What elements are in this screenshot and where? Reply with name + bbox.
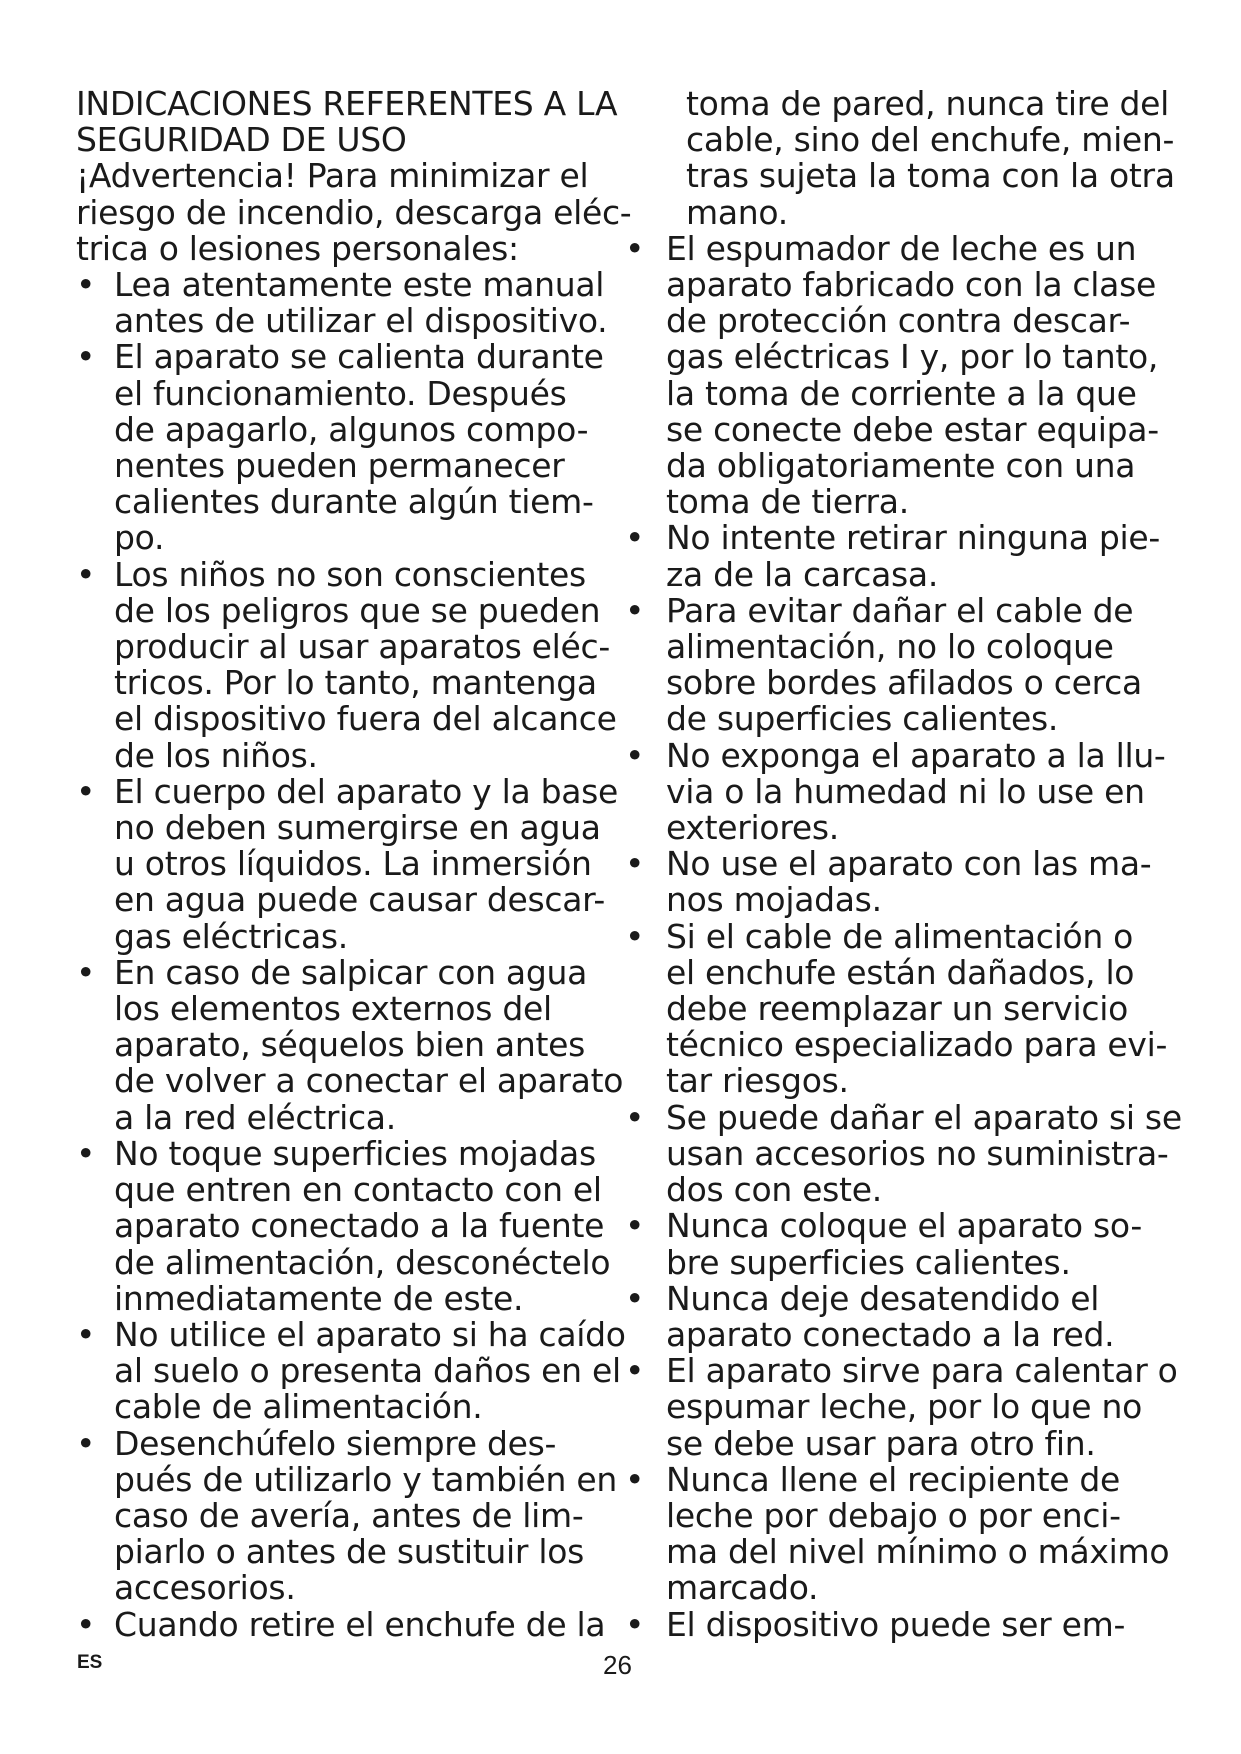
text-line: toma de pared, nunca tire del [686,84,1170,123]
right-column [625,86,1185,1643]
text-line: No use el aparato con las ma- [666,844,1152,884]
text-line: po. [114,518,165,558]
bullet-icon: • [625,1459,645,1499]
list-item-text [666,518,1185,594]
text-line: leche por debajo o por enci- [666,1495,1121,1535]
bullet-icon: • [76,1423,96,1463]
safety-list [625,228,1185,1644]
safety-list [76,267,636,1643]
text-line: de volver a conectar el aparato [114,1061,624,1101]
text-line: No utilice el aparato si ha caído [114,1314,626,1354]
text-line: Lea atentamente este manual [114,265,605,305]
list-item [76,1133,636,1318]
text-line: Para evitar dañar el cable de [666,590,1134,630]
text-line: técnico especializado para evi- [666,1025,1168,1065]
list-item-text [666,735,1185,848]
text-line: se debe usar para otro fin. [666,1423,1096,1463]
text-line: aparato conectado a la red. [666,1314,1115,1354]
bullet-icon: • [625,1604,645,1644]
text-line: de apagarlo, algunos compo- [114,409,589,449]
left-column [76,86,636,1643]
text-line: trica o lesiones personales: [76,228,519,268]
text-line: da obligatoriamente con una [666,446,1136,486]
text-line: el funcionamiento. Después [114,373,567,413]
text-line: piarlo o antes de sustituir los [114,1532,584,1572]
text-line: No toque superficies mojadas [114,1133,596,1173]
heading-line: INDICACIONES REFERENTES A LA [76,84,618,123]
heading-line: SEGURIDAD DE USO [76,120,407,160]
list-item-text [114,554,636,775]
list-item-text [666,1459,1185,1608]
text-line: de los peligros que se pueden [114,590,601,630]
text-line: gas eléctricas I y, por lo tanto, [666,337,1159,377]
list-item-text [666,1097,1185,1210]
list-item-text [114,1314,636,1427]
list-item [76,1423,636,1608]
text-line: nentes pueden permanecer [114,446,565,486]
text-line: Desenchúfelo siempre des- [114,1423,557,1463]
page-number: 26 [603,1650,632,1680]
text-line: u otros líquidos. La inmersión [114,844,592,884]
list-item-text [666,1206,1185,1282]
text-line: ¡Advertencia! Para minimizar el [76,156,589,196]
list-item-text [114,1604,636,1644]
text-line: la toma de corriente a la que [666,373,1137,413]
text-line: debe reemplazar un servicio [666,989,1129,1029]
list-item-text [666,916,1185,1101]
list-item [625,1353,1185,1462]
bullet-icon: • [76,337,96,377]
bullet-icon: • [76,554,96,594]
text-line: bre superficies calientes. [666,1242,1071,1282]
list-item [76,554,636,775]
text-line: No intente retirar ninguna pie- [666,518,1160,558]
list-item [625,520,1185,592]
text-line: za de la carcasa. [666,554,939,594]
text-line: alimentación, no lo coloque [666,627,1114,667]
bullet-icon: • [76,1133,96,1173]
text-line: tras sujeta la toma con la otra [686,156,1175,196]
list-item-text [666,590,1185,739]
list-item-text [114,1423,636,1608]
text-line: El aparato se calienta durante [114,337,604,377]
list-item [625,1278,1185,1354]
list-item [625,735,1185,848]
text-line: cable de alimentación. [114,1387,483,1427]
text-line: Si el cable de alimentación o [666,916,1134,956]
text-line: Nunca deje desatendido el [666,1278,1100,1318]
text-line: se conecte debe estar equipa- [666,409,1159,449]
text-line: exteriores. [666,808,839,848]
list-item-text [114,337,636,558]
list-item-text [666,1604,1185,1644]
list-item [625,1459,1185,1608]
text-line: nos mojadas. [666,880,882,920]
text-line: que entren en contacto con el [114,1170,602,1210]
text-line: ma del nivel mínimo o máximo [666,1532,1170,1572]
section-heading [76,86,636,158]
text-line: toma de tierra. [666,482,909,522]
bullet-icon: • [625,1206,645,1246]
list-item-text [666,844,1185,920]
text-line: El cuerpo del aparato y la base [114,771,619,811]
list-item-text [114,265,636,341]
text-line: Los niños no son conscientes [114,554,586,594]
bullet-icon: • [76,1314,96,1354]
text-line: Nunca coloque el aparato so- [666,1206,1142,1246]
list-item-text [666,228,1185,522]
text-line: aparato, séquelos bien antes [114,1025,585,1065]
list-item-text [114,1133,636,1318]
text-line: marcado. [666,1568,819,1608]
text-line: caso de avería, antes de lim- [114,1495,584,1535]
text-line: de superficies calientes. [666,699,1059,739]
text-line: el dispositivo fuera del alcance [114,699,617,739]
list-item-text [114,952,636,1137]
list-item [76,771,636,956]
text-line: cable, sino del enchufe, mien- [686,120,1175,160]
bullet-icon: • [625,916,645,956]
bullet-icon: • [625,735,645,775]
bullet-icon: • [625,844,645,884]
warning-intro [76,158,636,267]
text-line: El dispositivo puede ser em- [666,1604,1126,1644]
text-line: accesorios. [114,1568,296,1608]
text-line: El aparato sirve para calentar o [666,1351,1178,1391]
list-item [76,267,636,339]
text-line: al suelo o presenta daños en el [114,1351,621,1391]
text-line: pués de utilizarlo y también en [114,1459,617,1499]
text-line: en agua puede causar descar- [114,880,605,920]
text-line: No exponga el aparato a la llu- [666,735,1166,775]
text-line: aparato fabricado con la clase [666,265,1156,305]
text-line: a la red eléctrica. [114,1097,396,1137]
continued-text [625,86,1185,231]
list-item [76,1604,636,1644]
text-line: espumar leche, por lo que no [666,1387,1142,1427]
text-line: tar riesgos. [666,1061,849,1101]
text-line: El espumador de leche es un [666,228,1137,268]
text-line: Nunca llene el recipiente de [666,1459,1121,1499]
text-line: gas eléctricas. [114,916,348,956]
list-item [625,1208,1185,1280]
text-line: via o la humedad ni lo use en [666,771,1145,811]
text-line: de alimentación, desconéctelo [114,1242,611,1282]
bullet-icon: • [625,1097,645,1137]
list-item [625,1604,1185,1644]
text-line: sobre bordes afilados o cerca [666,663,1142,703]
bullet-icon: • [76,952,96,992]
text-line: el enchufe están dañados, lo [666,952,1135,992]
bullet-icon: • [76,265,96,305]
list-item [625,846,1185,918]
language-code: ES [77,1652,103,1673]
list-item-text [666,1351,1185,1463]
text-line: calientes durante algún tiem- [114,482,594,522]
list-item-text [114,771,636,956]
text-line: Cuando retire el enchufe de la [114,1604,606,1644]
bullet-icon: • [76,771,96,811]
bullet-icon: • [76,1604,96,1644]
text-line: de protección contra descar- [666,301,1131,341]
text-line: usan accesorios no suministra- [666,1133,1169,1173]
text-line: los elementos externos del [114,989,552,1029]
text-line: producir al usar aparatos eléc- [114,627,610,667]
bullet-icon: • [625,228,645,268]
list-item [76,952,636,1137]
text-line: dos con este. [666,1170,882,1210]
text-line: Se puede dañar el aparato si se [666,1097,1182,1137]
text-line: de los niños. [114,735,318,775]
text-line: inmediatamente de este. [114,1278,524,1318]
list-item [625,590,1185,739]
text-line: mano. [686,192,788,232]
list-item [625,916,1185,1101]
list-item [76,1314,636,1427]
text-line: aparato conectado a la fuente [114,1206,605,1246]
list-item [625,1097,1185,1210]
bullet-icon: • [625,1278,645,1318]
text-line: no deben sumergirse en agua [114,808,601,848]
bullet-icon: • [625,518,645,558]
bullet-icon: • [625,590,645,630]
text-line: antes de utilizar el dispositivo. [114,301,608,341]
list-item [625,228,1185,522]
text-line: riesgo de incendio, descarga eléc- [76,192,632,232]
text-line: En caso de salpicar con agua [114,952,588,992]
text-line: tricos. Por lo tanto, mantenga [114,663,597,703]
list-item [76,339,636,556]
bullet-icon: • [625,1351,645,1391]
list-item-text [666,1278,1185,1354]
